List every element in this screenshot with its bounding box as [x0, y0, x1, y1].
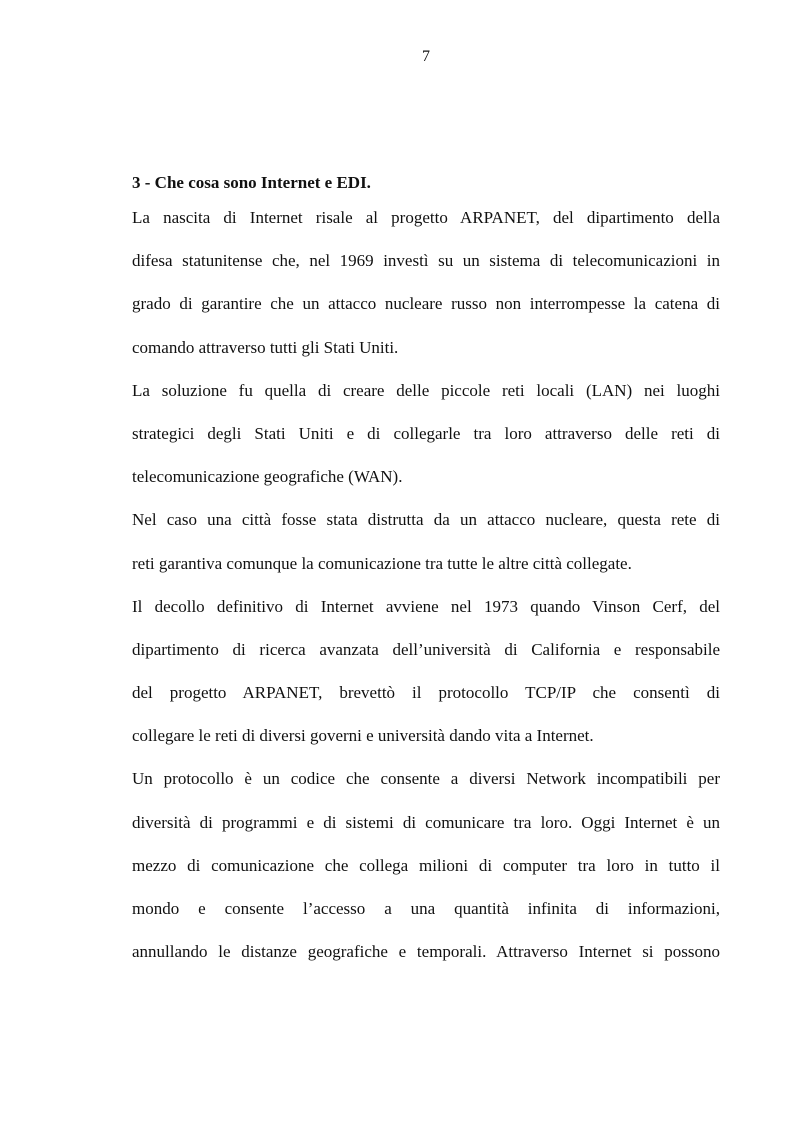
text-line: annullando le distanze geografiche e temporali. Attraverso Internet si possono: [132, 942, 720, 962]
text-line: strategici degli Stati Uniti e di collegarle tra loro attraverso delle reti di: [132, 423, 720, 443]
text-line: mezzo di comunicazione che collega milioni di computer tra loro in tutto il: [132, 855, 720, 875]
text-line: collegare le reti di diversi governi e università dando vita a Internet.: [132, 726, 594, 746]
paragraph-lines: [132, 196, 720, 973]
text-line: grado di garantire che un attacco nucleare russo non interrompesse la catena di: [132, 294, 720, 314]
text-line: diversità di programmi e di sistemi di comunicare tra loro. Oggi Internet è un: [132, 812, 720, 832]
page-number: 7: [422, 48, 430, 65]
text-line: reti garantiva comunque la comunicazione tra tutte le altre città collegate.: [132, 553, 632, 573]
text-line: mondo e consente l’accesso a una quantità infinita di informazioni,: [132, 899, 720, 918]
text-line: Il decollo definitivo di Internet avviene nel 1973 quando Vinson Cerf, del: [132, 596, 720, 616]
text-line: Nel caso una città fosse stata distrutta da un attacco nucleare, questa rete di: [132, 510, 720, 530]
text-line: dipartimento di ricerca avanzata dell’università di California e responsabile: [132, 639, 720, 659]
text-line: telecomunicazione geografiche (WAN).: [132, 467, 403, 487]
text-line: del progetto ARPANET, brevettò il protocollo TCP/IP che consentì di: [132, 683, 720, 703]
text-line: Un protocollo è un codice che consente a diversi Network incompatibili per: [132, 769, 720, 789]
text-line: difesa statunitense che, nel 1969 investì su un sistema di telecomunicazioni in: [132, 251, 720, 271]
text-line: La soluzione fu quella di creare delle piccole reti locali (LAN) nei luoghi: [132, 380, 720, 400]
text-line: La nascita di Internet risale al progetto ARPANET, del dipartimento della: [132, 208, 720, 227]
section-body: [132, 170, 720, 973]
text-line: comando attraverso tutti gli Stati Uniti.: [132, 337, 399, 357]
section-heading: 3 - Che cosa sono Internet e EDI.: [132, 173, 371, 192]
